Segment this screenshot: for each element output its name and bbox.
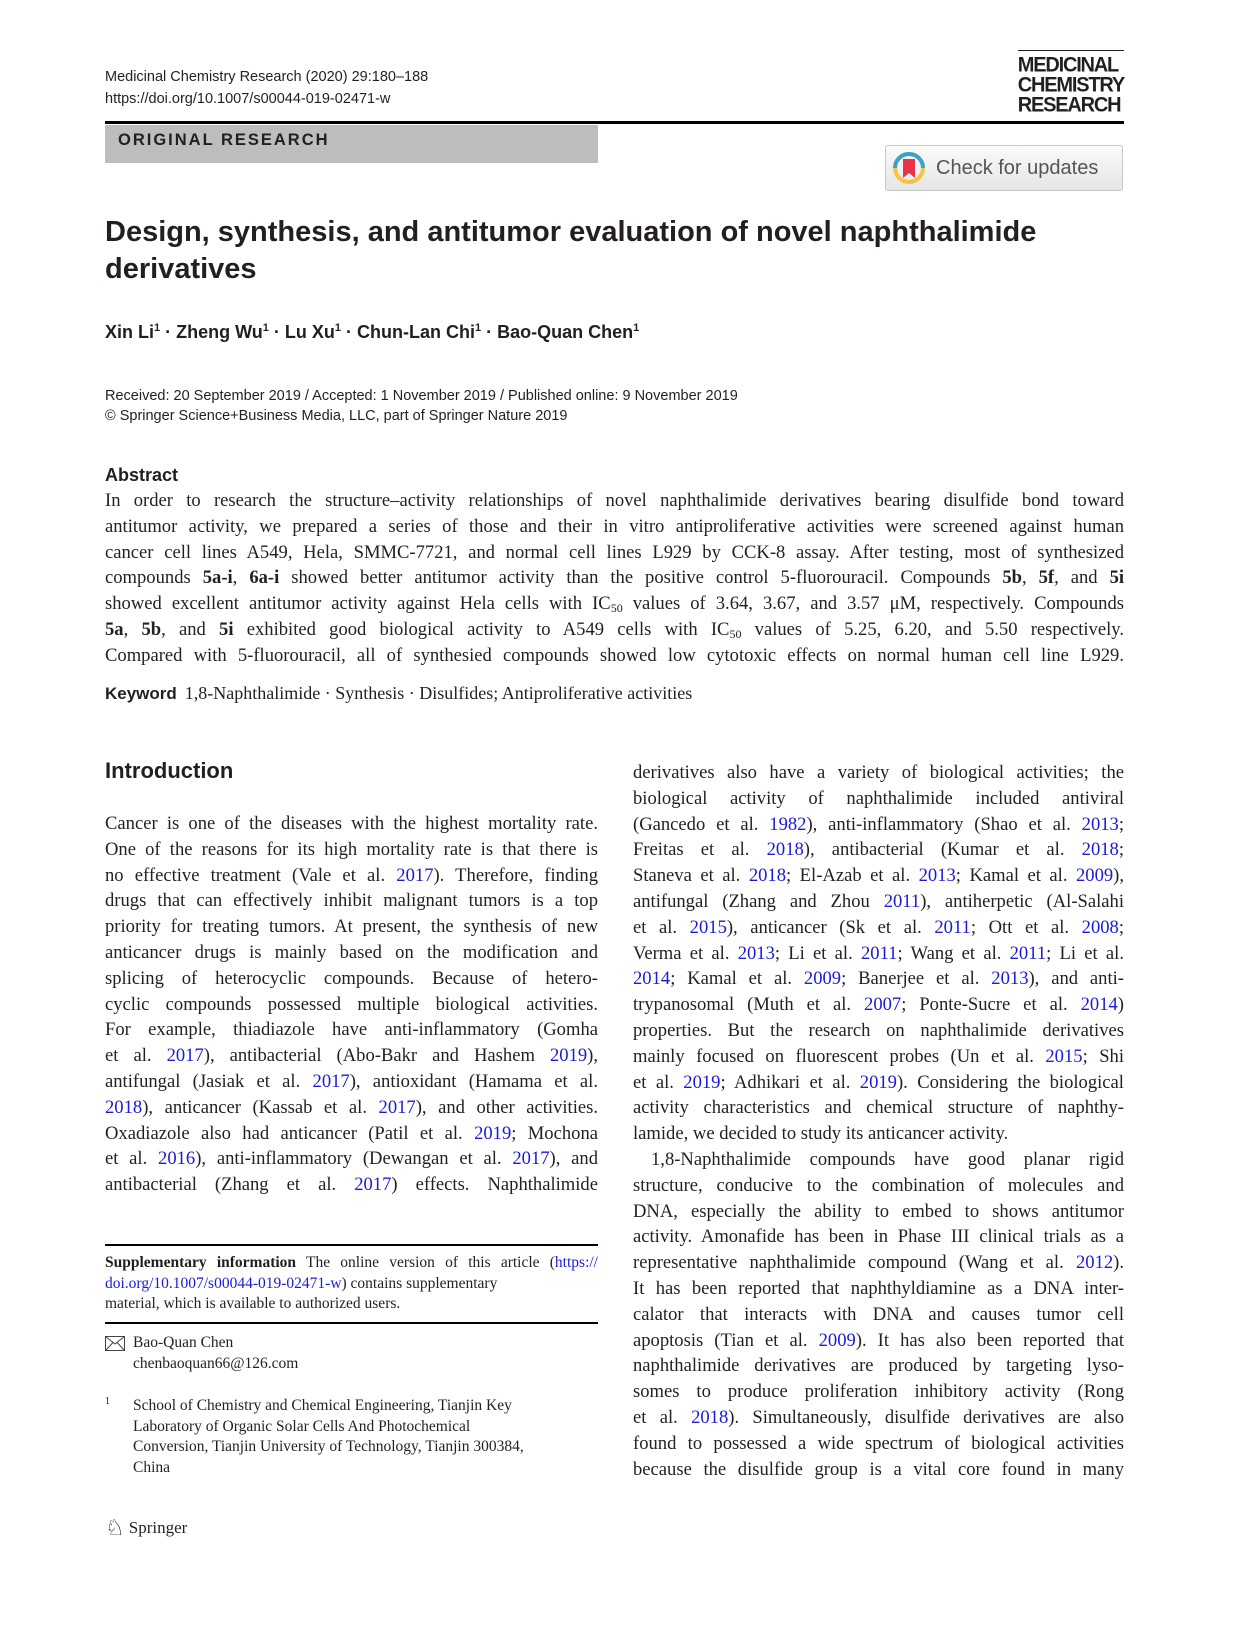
supplementary-information <box>105 1253 598 1315</box>
text-line <box>633 837 1124 863</box>
text-run: antifungal (Zhang and Zhou <box>633 890 884 912</box>
text-line <box>633 1353 1124 1379</box>
text-line <box>105 565 1124 591</box>
text-line <box>633 1121 1124 1147</box>
text-run: cyclic compounds possessed multiple biological activities. <box>105 993 598 1015</box>
text-line <box>105 1274 598 1295</box>
text-run: trypanosomal (Muth et al. <box>633 994 865 1016</box>
text-run: antitumor activity, we prepared a series of those and their in vitro antiproliferative activities were screened against human <box>105 515 1124 537</box>
affiliation-marker: 1 <box>334 322 342 334</box>
text-run: properties. But the research on naphthalimide derivatives <box>633 1019 1124 1041</box>
check-updates-label: Check for updates <box>936 156 1099 179</box>
text-line <box>633 760 1124 786</box>
affiliation-line: Laboratory of Organic Solar Cells And Photochemical <box>133 1417 471 1435</box>
citation-link[interactable]: 2009 <box>803 968 842 990</box>
text-line <box>633 1147 1124 1173</box>
text-run: exhibited good biological activity to A549 cells with IC <box>233 618 730 640</box>
text-run: antifungal (Jasiak et al. <box>105 1070 313 1092</box>
text-line <box>633 1328 1124 1354</box>
citation-link[interactable]: 2019 <box>549 1045 588 1067</box>
text-run: ; Li et al. <box>1046 942 1124 964</box>
text-line <box>105 1146 598 1172</box>
logo-line: CHEMISTRY <box>1017 73 1124 97</box>
text-run: For example, thiadiazole have anti-inflammatory (Gomha <box>105 1019 598 1041</box>
citation-link[interactable]: 1982 <box>769 813 807 835</box>
bold-text: 5i <box>219 618 234 640</box>
citation-link[interactable]: 2009 <box>818 1329 856 1351</box>
text-run: no effective treatment (Vale et al. <box>105 864 397 886</box>
text-line <box>633 1044 1124 1070</box>
text-line <box>105 1294 598 1315</box>
text-run: ). Therefore, finding <box>433 864 598 886</box>
text-run: ), antiherpetic (Al-Salahi <box>920 890 1124 912</box>
text-run: Cancer is one of the diseases with the highest mortality rate. <box>105 813 598 834</box>
text-run: DNA, especially the ability to embed to shows antitumor <box>633 1200 1124 1222</box>
affiliation-line: China <box>133 1458 171 1476</box>
text-line <box>105 514 1124 540</box>
text-line <box>105 1253 598 1274</box>
citation-link[interactable]: https:// <box>554 1254 598 1271</box>
text-run: naphthalimide derivatives are produced by targeting lyso- <box>633 1355 1124 1377</box>
text-line <box>633 1095 1124 1121</box>
text-run: cancer cell lines A549, Hela, SMMC-7721, and normal cell lines L929 by CCK-8 assay. After testing, most of synthesized <box>105 541 1124 563</box>
text-line <box>633 966 1124 992</box>
envelope-icon <box>105 1336 125 1351</box>
text-run: ; Banerjee et al. <box>841 968 992 990</box>
keywords <box>105 683 692 704</box>
citation-link[interactable]: 2018 <box>1081 839 1119 861</box>
text-run: ; Wang et al. <box>897 942 1010 964</box>
author-name[interactable]: Zheng Wu <box>176 322 263 342</box>
text-run: derivatives also have a variety of biological activities; the <box>633 762 1124 783</box>
text-run: Staneva et al. <box>633 865 749 887</box>
text-run: In order to research the structure–activity relationships of novel naphthalimide derivatives bearing disulfide bond toward <box>105 490 1124 511</box>
text-run: ), anticancer (Sk et al. <box>726 916 935 938</box>
text-run: Compared with 5-fluorouracil, all of synthesied compounds showed low cytotoxic effects on normal human cell line L929. <box>105 644 1124 666</box>
bold-text: 5a-i <box>202 567 233 589</box>
text-line <box>633 1199 1124 1225</box>
text-run: anticancer drugs is mainly based on the modification and <box>105 941 598 963</box>
text-run: ; El-Azab et al. <box>786 865 919 887</box>
text-run: activity. Amonafide has been in Phase III clinical trials as a <box>633 1226 1124 1248</box>
text-run: ; Li et al. <box>774 942 861 964</box>
springer-horse-icon: ♘ <box>105 1515 125 1540</box>
affiliation-marker: 1 <box>262 322 269 334</box>
text-line <box>105 1069 598 1095</box>
text-line <box>633 1250 1124 1276</box>
author-separator: · <box>268 322 285 342</box>
text-run: Verma et al. <box>633 942 738 964</box>
citation-link[interactable]: 2013 <box>918 865 956 887</box>
section-label: ORIGINAL RESEARCH <box>118 131 330 149</box>
text-run: ; Kamal et al. <box>955 865 1076 887</box>
text-run: ). <box>1113 1252 1124 1274</box>
citation-link[interactable]: 2018 <box>105 1096 143 1118</box>
text-run: compounds <box>105 567 203 589</box>
text-run: calator that interacts with DNA and causes tumor cell <box>633 1303 1124 1325</box>
text-line <box>105 488 1124 514</box>
text-run: showed better antitumor activity than the positive control 5-fluorouracil. Compounds <box>279 567 1003 589</box>
citation-link[interactable]: doi.org/10.1007/s00044-019-02471-w <box>105 1274 342 1292</box>
text-line <box>105 1172 598 1198</box>
text-run: ), and anti- <box>1028 968 1124 990</box>
citation-link[interactable]: 2017 <box>396 864 434 886</box>
author-name[interactable]: Chun-Lan Chi <box>357 322 476 342</box>
citation-link[interactable]: 2008 <box>1081 916 1119 938</box>
text-line <box>105 966 598 992</box>
text-run: ; Shi <box>1082 1045 1124 1067</box>
text-run: , <box>123 618 142 640</box>
citation-link[interactable]: 2019 <box>683 1071 721 1093</box>
text-run: The online version of this article ( <box>296 1254 555 1271</box>
dates-text: Received: 20 September 2019 / Accepted: 1 November 2019 / Published online: 9 November 2019 <box>105 388 738 404</box>
publication-dates <box>105 386 738 426</box>
abstract-body <box>105 488 1124 669</box>
text-run: ), anticancer (Kassab et al. <box>142 1096 379 1118</box>
text-line <box>105 992 598 1018</box>
keyword-list: 1,8-Naphthalimide · Synthesis · Disulfides; Antiproliferative activities <box>184 683 693 703</box>
text-run: et al. <box>633 916 690 938</box>
text-line <box>633 1457 1124 1483</box>
text-line <box>633 812 1124 838</box>
header-rule <box>105 121 1124 124</box>
text-line <box>633 1431 1124 1457</box>
affiliation-line: School of Chemistry and Chemical Engineering, Tianjin Key <box>133 1397 512 1414</box>
text-run: splicing of heterocyclic compounds. Because of hetero- <box>105 967 598 989</box>
publisher-name: Springer <box>128 1518 188 1537</box>
text-line <box>105 837 598 863</box>
text-line <box>633 941 1124 967</box>
text-run: representative naphthalimide compound (Wang et al. <box>633 1252 1076 1274</box>
text-run: (Gancedo et al. <box>633 813 770 835</box>
text-run: ; <box>1118 839 1124 861</box>
affiliation-marker: 1 <box>154 322 161 334</box>
author-separator: · <box>160 322 177 342</box>
bold-text: 5a <box>105 618 124 640</box>
text-run: mainly focused on fluorescent probes (Un et al. <box>633 1045 1046 1067</box>
bold-text: Supplementary information <box>105 1254 297 1271</box>
text-run: somes to produce proliferation inhibitory activity (Rong <box>633 1381 1124 1403</box>
affiliation-number: 1 <box>105 1396 110 1407</box>
citation-link[interactable]: 2011 <box>883 890 921 912</box>
text-line <box>633 863 1124 889</box>
text-line <box>105 1043 598 1069</box>
text-run: ), <box>1113 865 1124 887</box>
text-run: One of the reasons for its high mortality rate is that there is <box>105 838 598 860</box>
journal-header <box>105 66 428 110</box>
text-run: et al. <box>105 1148 159 1170</box>
affiliation-marker: 1 <box>475 322 482 334</box>
text-run: biological activity of naphthalimide included antiviral <box>633 787 1124 809</box>
bold-text: 5f <box>1038 567 1055 589</box>
text-run: ). Considering the biological <box>896 1071 1124 1093</box>
text-line <box>633 1173 1124 1199</box>
citation-link[interactable]: 2019 <box>474 1122 512 1144</box>
copyright-text: © Springer Science+Business Media, LLC, part of Springer Nature 2019 <box>105 408 568 424</box>
citation-link[interactable]: 2013 <box>1081 813 1119 835</box>
text-run: ; <box>1118 813 1124 835</box>
text-line <box>105 914 598 940</box>
bold-text: 5i <box>1109 567 1125 589</box>
text-run: ), anti-inflammatory (Dewangan et al. <box>195 1148 513 1170</box>
citation-link[interactable]: 2018 <box>691 1406 729 1428</box>
author-name[interactable]: Lu Xu <box>284 322 335 342</box>
citation-link[interactable]: 2007 <box>864 994 902 1016</box>
text-run: et al. <box>105 1045 167 1067</box>
author-email[interactable]: chenbaoquan66@126.com <box>133 1354 299 1372</box>
citation-link[interactable]: 2011 <box>934 916 971 938</box>
text-line <box>633 889 1124 915</box>
citation-link[interactable]: 2009 <box>1075 865 1114 887</box>
check-updates-icon <box>892 151 926 185</box>
citation-link[interactable]: 2014 <box>633 968 671 990</box>
text-run: activity characteristics and chemical structure of naphthy- <box>633 1097 1124 1119</box>
text-run: lamide, we decided to study its anticancer activity. <box>633 1123 1009 1145</box>
text-run: ; <box>1118 916 1124 938</box>
text-run: material, which is available to authorized users. <box>105 1295 401 1312</box>
text-run: values of 3.64, 3.67, and 3.57 μM, respectively. Compounds <box>622 593 1124 615</box>
text-run: , and <box>161 618 220 640</box>
text-run: ), <box>587 1045 598 1067</box>
citation-link[interactable]: 2019 <box>859 1071 897 1093</box>
text-line <box>105 863 598 889</box>
text-line <box>633 1276 1124 1302</box>
citation-link[interactable]: 2016 <box>158 1148 196 1170</box>
doi-link[interactable]: https://doi.org/10.1007/s00044-019-02471-w <box>105 91 391 107</box>
text-run: ), antibacterial (Kumar et al. <box>803 839 1082 861</box>
subscript: 50 <box>610 601 623 616</box>
text-line <box>105 940 598 966</box>
text-run: antibacterial (Zhang et al. <box>105 1174 355 1196</box>
text-run: ; Ott et al. <box>970 916 1082 938</box>
text-run: ; Mochona <box>511 1122 598 1144</box>
text-line <box>105 1095 598 1121</box>
bold-text: 6a-i <box>249 567 280 589</box>
text-line <box>633 1302 1124 1328</box>
text-line <box>633 992 1124 1018</box>
citation-link[interactable]: 2017 <box>354 1174 392 1196</box>
text-run: ), and other activities. <box>415 1096 598 1118</box>
text-run: values of 5.25, 6.20, and 5.50 respectively. <box>741 618 1124 640</box>
text-run: , <box>232 567 250 589</box>
citation-link[interactable]: 2017 <box>512 1148 550 1170</box>
text-line <box>105 643 1124 669</box>
journal-citation: Medicinal Chemistry Research (2020) 29:180–188 <box>105 69 429 85</box>
text-run: ), anti-inflammatory (Shao et al. <box>806 813 1082 835</box>
citation-link[interactable]: 2012 <box>1075 1252 1114 1274</box>
citation-link[interactable]: 2018 <box>748 865 787 887</box>
text-run: et al. <box>633 1406 692 1428</box>
author-list <box>105 322 639 343</box>
text-run: ; Ponte-Sucre et al. <box>901 994 1081 1016</box>
text-run: structure, conducive to the combination of molecules and <box>633 1174 1124 1196</box>
introduction-heading: Introduction <box>105 758 234 783</box>
journal-logo <box>1018 50 1124 115</box>
text-run: ). Simultaneously, disulfide derivatives are also <box>728 1406 1124 1428</box>
text-run: found to possessed a wide spectrum of biological activities <box>633 1432 1124 1454</box>
text-run: ). It has also been reported that <box>855 1329 1124 1351</box>
author-name[interactable]: Xin Li <box>105 322 154 342</box>
text-run: , <box>1021 567 1039 589</box>
check-for-updates-button[interactable] <box>885 145 1123 191</box>
citation-link[interactable]: 2015 <box>1045 1045 1083 1067</box>
text-run: drugs that can effectively inhibit malignant tumors is a top <box>105 890 598 912</box>
logo-line: RESEARCH <box>1017 93 1121 117</box>
footnote-rule <box>105 1322 598 1324</box>
subscript: 50 <box>729 626 742 641</box>
introduction-right-column <box>633 760 1124 1482</box>
affiliation-line: Conversion, Tianjin University of Technology, Tianjin 300384, <box>133 1438 524 1455</box>
citation-link[interactable]: 2011 <box>1009 942 1047 964</box>
citation-link[interactable]: 2014 <box>1080 994 1118 1016</box>
publisher-footer <box>105 1515 187 1541</box>
text-line <box>105 1017 598 1043</box>
text-line <box>633 786 1124 812</box>
citation-link[interactable]: 2013 <box>991 968 1029 990</box>
text-line <box>105 888 598 914</box>
text-run: ), antibacterial (Abo-Bakr and Hashem <box>203 1045 550 1067</box>
citation-link[interactable]: 2017 <box>378 1096 416 1118</box>
title-line: Design, synthesis, and antitumor evaluation of novel naphthalimide <box>105 216 1037 248</box>
keyword-label: Keyword <box>105 684 177 703</box>
text-line <box>105 617 1124 643</box>
text-line <box>105 1121 598 1147</box>
text-run: 1,8-Naphthalimide compounds have good planar rigid <box>651 1148 1124 1170</box>
title-line: derivatives <box>105 253 257 285</box>
bold-text: 5b <box>141 618 162 640</box>
text-run: It has been reported that naphthyldiamine as a DNA inter- <box>633 1277 1124 1299</box>
text-line <box>633 1405 1124 1431</box>
abstract-heading: Abstract <box>105 465 179 485</box>
text-run: , and <box>1054 567 1110 589</box>
footnote-rule <box>105 1244 598 1246</box>
article-title <box>105 214 1105 288</box>
logo-line: MEDICINAL <box>1017 53 1119 77</box>
text-line <box>105 811 598 837</box>
text-run: because the disulfide group is a vital core found in many <box>633 1458 1124 1480</box>
text-run: showed excellent antitumor activity against Hela cells with IC <box>105 593 611 615</box>
text-line <box>633 1379 1124 1405</box>
text-line <box>633 1018 1124 1044</box>
text-line <box>105 591 1124 617</box>
text-run: ) <box>1117 994 1124 1016</box>
text-run: ; Kamal et al. <box>670 968 804 990</box>
author-separator: · <box>341 322 358 342</box>
text-run: ), antioxidant (Hamama et al. <box>349 1070 598 1092</box>
text-run: ) contains supplementary <box>341 1274 498 1292</box>
introduction-left-column <box>105 811 598 1198</box>
citation-link[interactable]: 2013 <box>737 942 775 964</box>
text-run: Oxadiazole also had anticancer (Patil et al. <box>105 1122 475 1144</box>
text-run: ) effects. Naphthalimide <box>391 1174 598 1196</box>
text-line <box>633 1070 1124 1096</box>
text-run: priority for treating tumors. At present, the synthesis of new <box>105 916 598 938</box>
author-separator: · <box>481 322 498 342</box>
text-line <box>633 915 1124 941</box>
citation-link[interactable]: 2015 <box>689 916 727 938</box>
text-line <box>633 1224 1124 1250</box>
bold-text: 5b <box>1002 567 1022 589</box>
citation-link[interactable]: 2017 <box>166 1045 204 1067</box>
text-run: ; Adhikari et al. <box>720 1071 860 1093</box>
text-run: apoptosis (Tian et al. <box>633 1329 819 1351</box>
text-run: et al. <box>633 1071 684 1093</box>
author-name: Bao-Quan Chen <box>133 1334 234 1351</box>
text-run: ), and <box>549 1148 598 1170</box>
affiliation-marker: 1 <box>633 322 640 334</box>
citation-link[interactable]: 2011 <box>860 942 898 964</box>
text-run: Freitas et al. <box>633 839 767 861</box>
author-name[interactable]: Bao-Quan Chen <box>497 322 634 342</box>
citation-link[interactable]: 2018 <box>766 839 804 861</box>
text-line <box>105 540 1124 566</box>
citation-link[interactable]: 2017 <box>312 1070 350 1092</box>
